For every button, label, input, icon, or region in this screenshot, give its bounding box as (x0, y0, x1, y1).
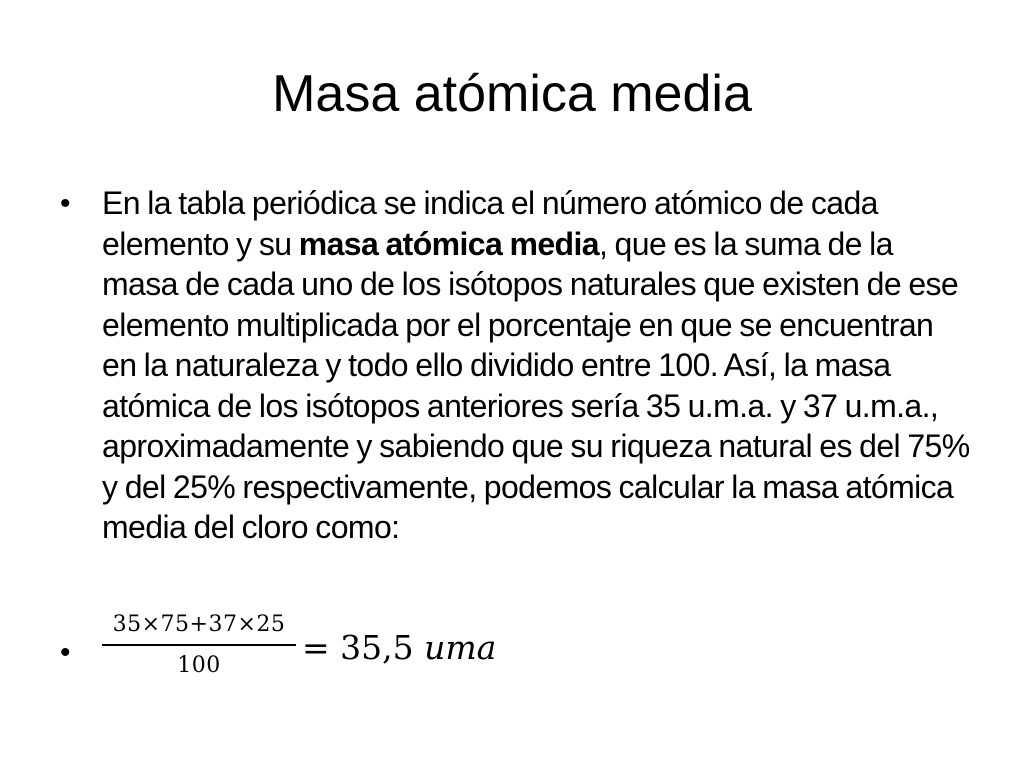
bullet-marker: • (60, 187, 71, 220)
bullet-item-formula (58, 610, 758, 690)
paragraph-text-end: , que es la suma de la masa de cada uno de los isótopos naturales que existen de ese elemento multiplicada por el porcentaje en que se encuentran en la naturaleza y todo ello dividido entre 100. Así, la masa atómica de los isótopos anteriores sería 35 u.m.a. y 37 u.m.a., aproximadamente y sabiendo que su riqueza natural es del 75% y del 25% respectivamente, podemos calcular la masa atómica media del cloro como: (102, 225, 970, 545)
result-value: 35,5 (340, 628, 414, 667)
bullet-marker: • (60, 636, 71, 669)
bullet-list (58, 183, 970, 548)
bullet-item-explanation (58, 183, 970, 548)
slide-title: Masa atómica media (272, 65, 752, 123)
result-unit: uma (424, 628, 497, 667)
fraction-bar (102, 644, 296, 646)
paragraph-text-start: En la tabla periódica se indica el número atómico de cada elemento y su (102, 185, 878, 262)
formula-numerator: 35×75+37×25 (112, 612, 286, 637)
paragraph-bold-term: masa atómica media (298, 225, 599, 262)
formula-fraction (102, 610, 296, 681)
explanation-paragraph (102, 183, 970, 548)
equals-sign: = (302, 628, 330, 667)
formula-result (302, 626, 496, 670)
formula-denominator: 100 (177, 653, 221, 678)
